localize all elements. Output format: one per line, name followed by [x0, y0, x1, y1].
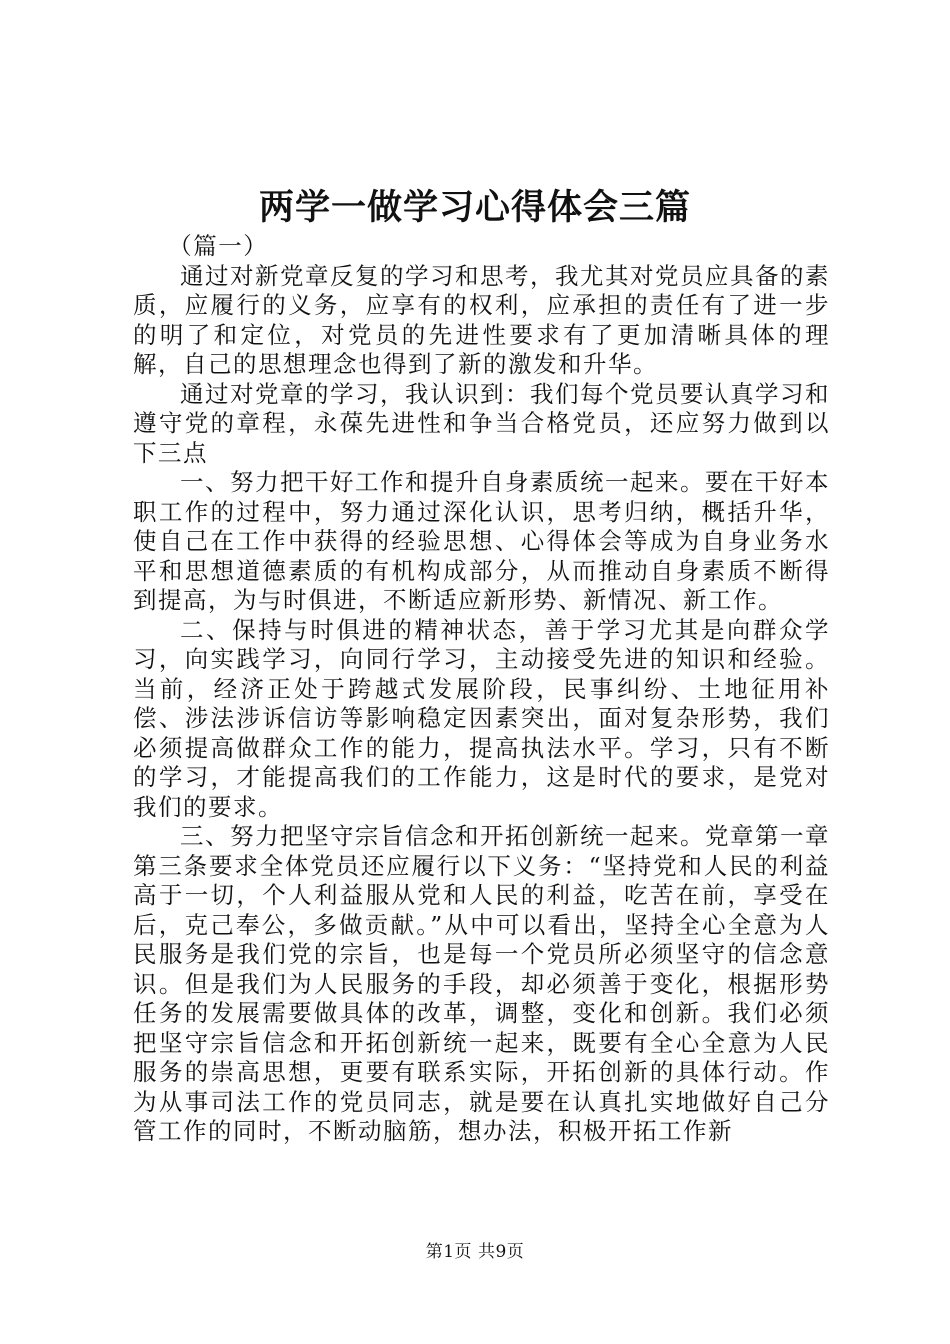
document-body	[133, 232, 830, 1147]
paragraph-1: 通过对新党章反复的学习和思考，我尤其对党员应具备的素质，应履行的义务，应享有的权利，应承担的责任有了进一步的明了和定位，对党员的先进性要求有了更加清晰具体的理解，自己的思想理念也得到了新的激发和升华。	[133, 261, 830, 378]
paragraph-5: 三、努力把坚守宗旨信念和开拓创新统一起来。党章第一章第三条要求全体党员还应履行以下义务：“坚持党和人民的利益高于一切，个人利益服从党和人民的利益，吃苦在前，享受在后，克己奉公，多做贡献。”从中可以看出，坚持全心全意为人民服务是我们党的宗旨，也是每一个党员所必须坚守的信念意识。但是我们为人民服务的手段，却必须善于变化，根据形势任务的发展需要做具体的改革，调整，变化和创新。我们必须把坚守宗旨信念和开拓创新统一起来，既要有全心全意为人民服务的崇高思想，更要有联系实际，开拓创新的具体行动。作为从事司法工作的党员同志，就是要在认真扎实地做好自己分管工作的同时，不断动脑筋，想办法，积极开拓工作新	[133, 822, 830, 1145]
page-number-footer: 第1页 共9页	[425, 1242, 525, 1262]
paragraph-3: 一、努力把干好工作和提升自身素质统一起来。要在干好本职工作的过程中，努力通过深化认识，思考归纳，概括升华，使自己在工作中获得的经验思想、心得体会等成为自身业务水平和思想道德素质的有机构成部分，从而推动自身素质不断得到提高，为与时俱进，不断适应新形势、新情况、新工作。	[133, 468, 830, 614]
paragraph-4: 二、保持与时俱进的精神状态，善于学习尤其是向群众学习，向实践学习，向同行学习，主动接受先进的知识和经验。当前，经济正处于跨越式发展阶段，民事纠纷、土地征用补偿、涉法涉诉信访等影响稳定因素突出，面对复杂形势，我们必须提高做群众工作的能力，提高执法水平。学习，只有不断的学习，才能提高我们的工作能力，这是时代的要求，是党对我们的要求。	[133, 615, 830, 821]
document-title: 两学一做学习心得体会三篇	[258, 187, 691, 228]
paragraph-2: 通过对党章的学习，我认识到：我们每个党员要认真学习和遵守党的章程，永葆先进性和争当合格党员，还应努力做到以下三点	[133, 379, 830, 467]
section-label: （篇一）	[168, 232, 269, 260]
